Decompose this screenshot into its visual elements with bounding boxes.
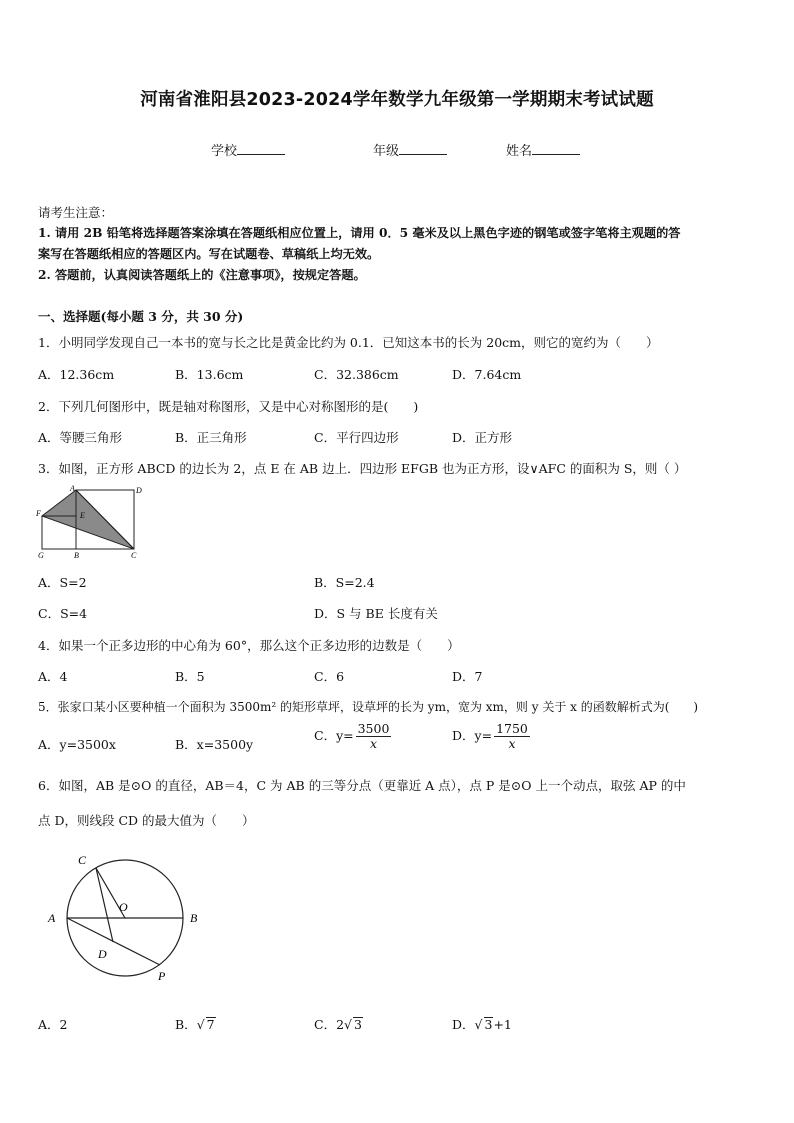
- q2-option-c[interactable]: C．平行四边形: [314, 430, 399, 445]
- q6-option-b[interactable]: [175, 1015, 216, 1033]
- q1-option-c[interactable]: C．32.386cm: [314, 367, 399, 382]
- sqrt-icon: √: [344, 1017, 352, 1032]
- question-6-stem-line-2: 点 D，则线段 CD 的最大值为（ ）: [38, 813, 255, 828]
- q6-option-b-prefix: B．: [175, 1017, 197, 1032]
- notice-line-1a: 1. 请用 2B 铅笔将选择题答案涂填在答题纸相应位置上，请用 0．5 毫米及以上黑色字迹的钢笔或签字笔将主观题的答: [38, 226, 681, 240]
- q4-option-a[interactable]: A．4: [38, 669, 68, 684]
- question-5-stem: 5．张家口某小区要种植一个面积为 3500m² 的矩形草坪，设草坪的长为 ym，宽为 xm，则 y 关于 x 的函数解析式为( ): [38, 700, 699, 714]
- name-blank[interactable]: [532, 142, 580, 155]
- label-b: B: [190, 911, 198, 925]
- label-d: D: [136, 486, 142, 495]
- sqrt-icon: √: [474, 1017, 483, 1032]
- q6-option-d-prefix: D．: [452, 1017, 475, 1032]
- label-b: B: [74, 551, 79, 560]
- notice-heading: 请考生注意：: [38, 205, 114, 220]
- q1-option-b[interactable]: B．13.6cm: [175, 367, 244, 382]
- question-6-stem-line-1: 6．如图，AB 是⊙O 的直径，AB＝4，C 为 AB 的三等分点（更靠近 A 点），点 P 是⊙O 上一个动点，取弦 AP 的中: [38, 778, 686, 793]
- q6-option-d-suffix: +1: [493, 1017, 512, 1032]
- q3-option-a[interactable]: A．S=2: [38, 575, 87, 590]
- q4-option-d[interactable]: D．7: [452, 669, 483, 684]
- q6-option-d[interactable]: [452, 1015, 512, 1033]
- q6-option-c-prefix: C．2: [314, 1017, 345, 1032]
- grade-field: [373, 140, 447, 159]
- q3-option-d[interactable]: D．S 与 BE 长度有关: [314, 606, 438, 621]
- q6-option-d-radicand: 3: [484, 1017, 493, 1032]
- q2-option-a[interactable]: A．等腰三角形: [38, 430, 123, 445]
- segment-cd: [96, 868, 113, 942]
- q1-option-d[interactable]: D．7.64cm: [452, 367, 522, 382]
- notice-line-2: 2. 答题前，认真阅读答题纸上的《注意事项》，按规定答题。: [38, 268, 366, 282]
- circle-figure: [40, 848, 210, 988]
- exam-title: 河南省淮阳县2023-2024学年数学九年级第一学期期末考试试题: [140, 90, 654, 110]
- label-c: C: [78, 853, 87, 867]
- q5-d-denominator: x: [508, 736, 516, 751]
- name-label: 姓名: [506, 144, 533, 159]
- q6-option-b-radicand: 7: [206, 1017, 215, 1032]
- question-2-stem: 2．下列几何图形中，既是轴对称图形，又是中心对称图形的是( ): [38, 399, 419, 414]
- question-1-stem: 1．小明同学发现自己一本书的宽与长之比是黄金比约为 0.1．已知这本书的长为 20cm，则它的宽约为（ ）: [38, 335, 659, 350]
- q4-option-c[interactable]: C．6: [314, 669, 345, 684]
- grade-blank[interactable]: [399, 142, 447, 155]
- q1-option-a[interactable]: A．12.36cm: [38, 367, 115, 382]
- notice-line-1b: 案写在答题纸相应的答题区内。写在试题卷、草稿纸上均无效。: [38, 247, 380, 261]
- q5-d-numerator: 1750: [496, 721, 528, 736]
- q2-option-d[interactable]: D．正方形: [452, 430, 513, 445]
- name-field: [506, 140, 580, 159]
- q5-option-c-prefix: C．y=: [314, 728, 354, 743]
- q5-option-d-fraction: [494, 722, 530, 751]
- q5-option-c-fraction: [356, 722, 392, 751]
- triangle-afc: [42, 490, 134, 549]
- q5-option-c[interactable]: [314, 722, 391, 751]
- q5-c-denominator: x: [369, 736, 378, 751]
- school-field: [211, 140, 285, 159]
- label-f: F: [36, 509, 41, 518]
- q5-c-numerator: 3500: [357, 721, 390, 736]
- section-heading: 一、选择题(每小题 3 分，共 30 分): [38, 309, 244, 324]
- q3-option-c[interactable]: C．S=4: [38, 606, 88, 621]
- label-a: A: [48, 911, 56, 925]
- q5-option-d[interactable]: [452, 722, 530, 751]
- q4-option-b[interactable]: B．5: [175, 669, 205, 684]
- label-g: G: [38, 551, 44, 560]
- question-3-stem: 3．如图，正方形 ABCD 的边长为 2，点 E 在 AB 边上．四边形 EFGB 也为正方形，设∨AFC 的面积为 S，则（ ）: [38, 461, 687, 476]
- q3-option-b[interactable]: B．S=2.4: [314, 575, 375, 590]
- square-figure: [34, 482, 154, 562]
- school-blank[interactable]: [237, 142, 285, 155]
- grade-label: 年级: [373, 144, 400, 159]
- q5-option-a[interactable]: A．y=3500x: [38, 737, 116, 752]
- label-p: P: [158, 969, 166, 983]
- label-d: D: [98, 947, 107, 961]
- q5-option-b[interactable]: B．x=3500y: [175, 737, 254, 752]
- label-a: A: [70, 484, 75, 493]
- q6-option-c-radicand: 3: [354, 1017, 362, 1032]
- label-e: E: [80, 511, 85, 520]
- q6-option-c[interactable]: [314, 1015, 363, 1033]
- question-4-stem: 4．如果一个正多边形的中心角为 60°，那么这个正多边形的边数是（ ）: [38, 638, 460, 653]
- label-c: C: [131, 551, 137, 560]
- q6-option-a[interactable]: A．2: [38, 1017, 68, 1032]
- q2-option-b[interactable]: B．正三角形: [175, 430, 247, 445]
- q5-option-d-prefix: D．y=: [452, 728, 493, 743]
- label-o: O: [119, 900, 128, 914]
- school-label: 学校: [211, 144, 238, 159]
- sqrt-icon: √: [196, 1017, 205, 1032]
